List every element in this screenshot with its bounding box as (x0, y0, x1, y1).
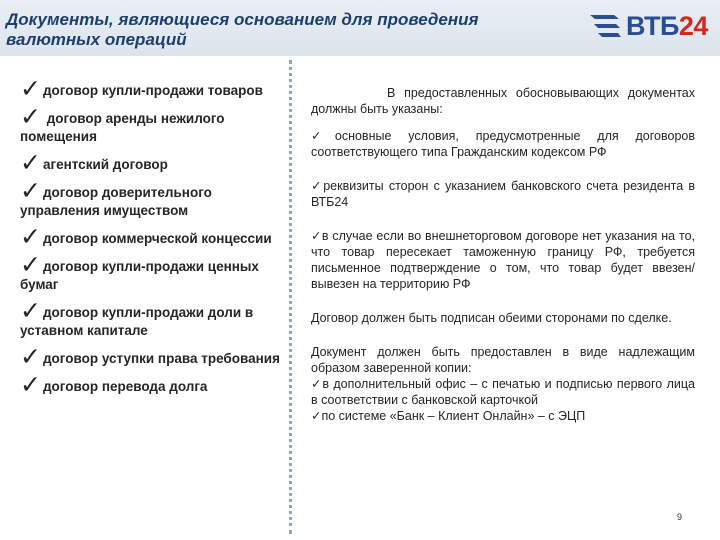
check-icon: ✓ (20, 251, 41, 279)
copy-note (311, 344, 695, 424)
document-list-item (20, 75, 286, 103)
document-list-item-label: договор купли-продажи ценных бумаг (20, 259, 259, 292)
requirement-text: в случае если во внешнеторговом договоре нет указания на то, что товар пересекает таможенную границу РФ, требуется письменное подтверждение о том, что товар будет ввезен/вывезен на территорию РФ (311, 229, 695, 291)
document-list (20, 75, 286, 404)
logo-text (626, 11, 708, 42)
check-icon: ✓ (20, 297, 41, 325)
column-divider (289, 60, 292, 534)
check-icon: ✓ (20, 371, 41, 399)
requirement-civil-code (311, 128, 695, 160)
document-list-item-label: договор коммерческой концессии (42, 231, 272, 246)
document-list-item-label: договор купли-продажи товаров (42, 83, 263, 98)
vtb-flag-icon (588, 11, 622, 41)
document-list-item (20, 223, 286, 251)
document-list-item-label: договор перевода долга (42, 379, 208, 394)
copy-intro: Документ должен быть предоставлен в виде надлежащим образом заверенной копии: (311, 345, 695, 375)
document-list-item (20, 103, 286, 146)
document-list-item (20, 251, 286, 294)
check-icon: ✓ (311, 129, 335, 143)
document-list-item-label: агентский договор (42, 157, 168, 172)
check-icon: ✓ (20, 149, 41, 177)
check-icon: ✓ (20, 223, 41, 251)
page-title: Документы, являющиеся основанием для проведения валютных операций (6, 10, 479, 49)
document-list-item-label: договор доверительного управления имуществом (20, 185, 212, 218)
requirements-column (311, 85, 695, 424)
logo-vtb: ВТБ (626, 10, 679, 41)
header-band (0, 0, 720, 56)
document-list-item (20, 297, 286, 340)
requirement-text: основные условия, предусмотренные для договоров соответствующего типа Гражданским кодексом РФ (311, 129, 695, 159)
copy-office: в дополнительный офис – с печатью и подписью первого лица в соответствии с банковской карточкой (311, 377, 695, 407)
vtb24-logo (588, 8, 708, 44)
requirement-details (311, 178, 695, 210)
check-icon: ✓ (311, 377, 323, 391)
signature-note: Договор должен быть подписан обеими сторонами по сделке. (311, 311, 672, 325)
page-number: 9 (677, 512, 683, 522)
check-icon: ✓ (20, 343, 41, 371)
logo-24: 24 (678, 10, 708, 41)
check-icon: ✓ (20, 103, 41, 131)
requirement-customs (311, 228, 695, 292)
check-icon: ✓ (311, 179, 324, 193)
check-icon: ✓ (20, 75, 41, 103)
document-list-item (20, 343, 286, 371)
document-list-item-label: договор купли-продажи доли в уставном капитале (20, 305, 254, 338)
check-icon: ✓ (311, 409, 322, 423)
check-icon: ✓ (20, 177, 41, 205)
document-list-item (20, 371, 286, 399)
requirements-intro: В предоставленных обосновывающих документах должны быть указаны: (311, 86, 695, 116)
document-list-item (20, 177, 286, 220)
copy-online: по системе «Банк – Клиент Онлайн» – с ЭЦП (321, 409, 586, 423)
document-list-item (20, 149, 286, 177)
check-icon: ✓ (311, 229, 322, 243)
document-list-item-label: договор аренды нежилого помещения (20, 111, 225, 144)
requirement-text: реквизиты сторон с указанием банковского счета резидента в ВТБ24 (311, 179, 695, 209)
document-list-item-label: договор уступки права требования (42, 351, 280, 366)
